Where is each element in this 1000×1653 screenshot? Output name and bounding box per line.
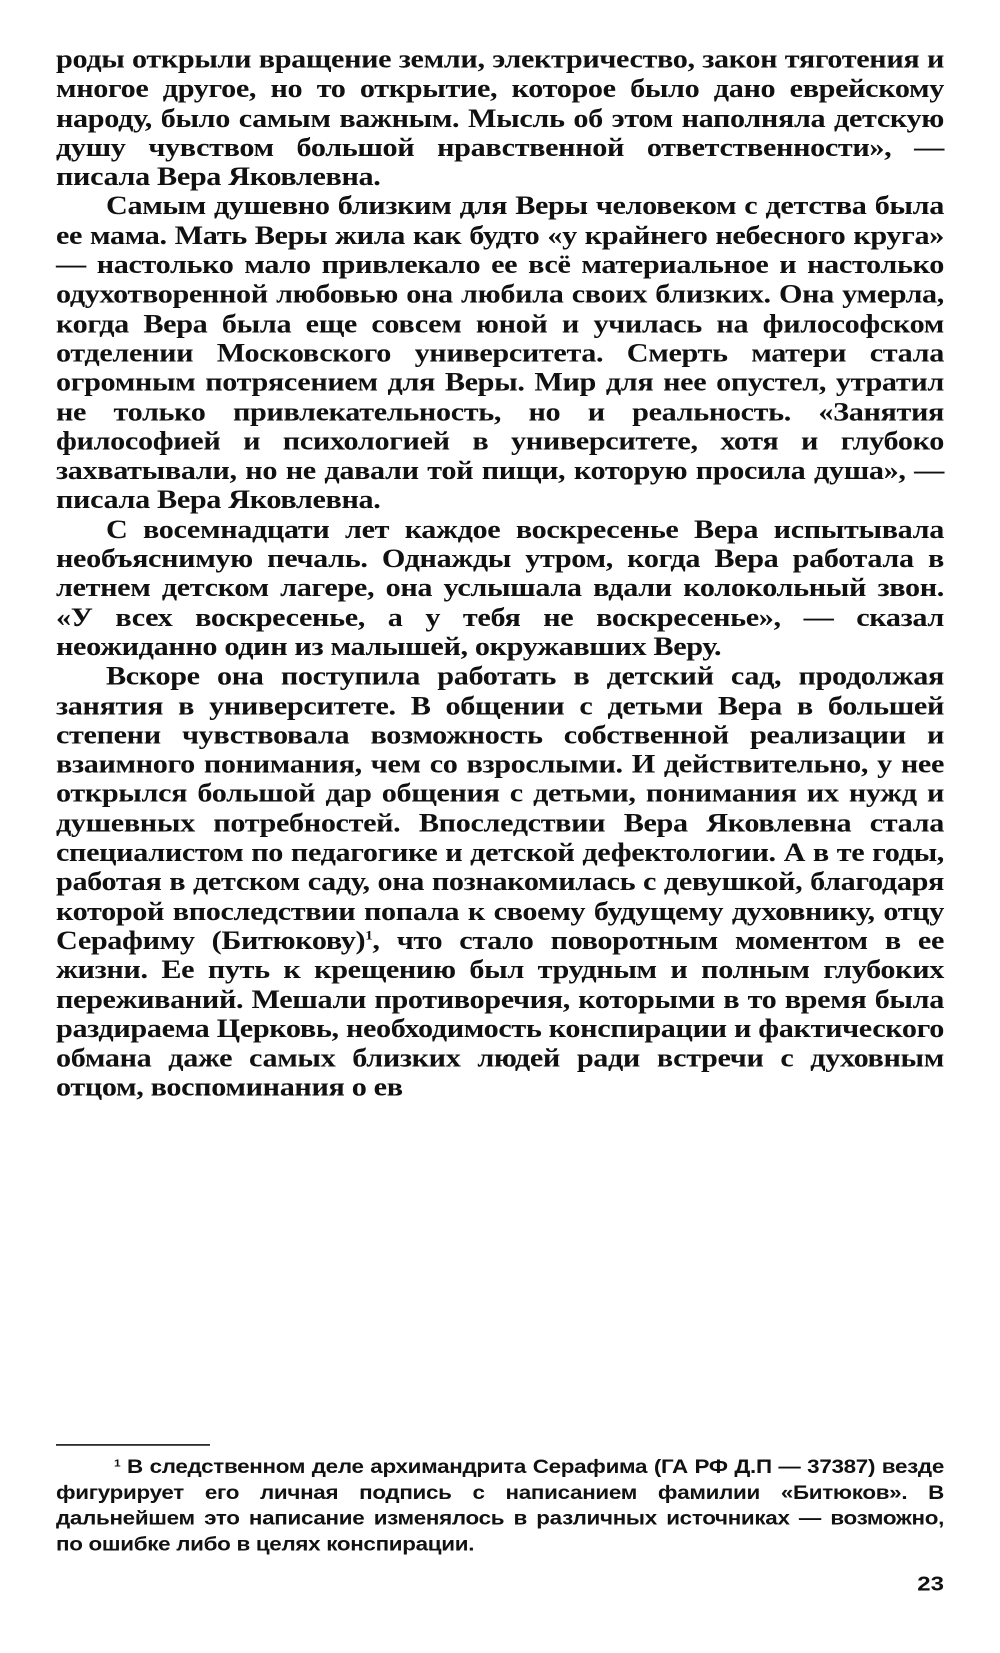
paragraph-4-part-1: Вскоре она поступила работать в детский сад, продолжая занятия в университете. В общении с детьми Вера в большей степени чувствовала возможность собственной реализации и взаимного понимания, чем со взрослыми. И действительно, у нее открылся большой дар общения с детьми, понимания их нужд и душевных потребностей. Впоследствии Вера Яковлевна стала специалистом по педагогике и детской дефектологии. А в те годы, работая в детском саду, она познакомилась с девушкой, благодаря которой впоследствии попала к своему будущему духовнику, отцу Серафиму (Битюкову) [56, 661, 944, 955]
footnote-mark: 1 [114, 1456, 121, 1469]
footnote-separator [56, 1444, 210, 1446]
paragraph-4 [56, 661, 944, 1102]
footnote-text-line [56, 1454, 944, 1557]
paragraph-3: С восемнадцати лет каждое воскресенье Вера испытывала необъяснимую печаль. Однажды утром, когда Вера работала в летнем детском лагере, она услышала вдали колокольный звон. «У всех воскресенье, а у тебя не воскресенье», — сказал неожиданно один из малышей, окружавших Веру. [56, 514, 944, 662]
footnote-text: В следственном деле архимандрита Серафима (ГА РФ Д.П — 37387) везде фигурирует его личная подпись с написанием фамилии «Битюков». В дальнейшем это написание изменялось в различных источниках — возможно, по ошибке либо в целях конспирации. [56, 1456, 944, 1555]
paragraph-1: роды открыли вращение земли, электричество, закон тяготения и многое другое, но то открытие, которое было дано еврейскому народу, было самым важным. Мысль об этом наполняла детскую душу чувством большой нравственной ответственности», — писала Вера Яковлевна. [56, 44, 944, 192]
paragraph-2: Самым душевно близким для Веры человеком с детства была ее мама. Мать Веры жила как будто «у крайнего небесного круга» — настолько мало привлекало ее всё материальное и настолько одухотворенной любовью она любила своих близких. Она умерла, когда Вера была еще совсем юной и училась на философском отделении Московского университета. Смерть матери стала огромным потрясением для Веры. Мир для нее опустел, утратил не только привлекательность, но и реальность. «Занятия философией и психологией в университете, хотя и глубоко захватывали, но не давали той пищи, которую просила душа», — писала Вера Яковлевна. [56, 191, 944, 515]
main-text [56, 45, 944, 1103]
footnote [56, 1454, 944, 1557]
paragraph-4-part-2: , что стало поворотным моментом в ее жизни. Ее путь к крещению был трудным и полным глубоких переживаний. Мешали противоречия, которыми в то время была раздираема Церковь, необходимость конспирации и фактического обмана даже самых близких людей ради встречи с духовным отцом, воспоминания о ев [56, 925, 944, 1102]
page-number: 23 [917, 1572, 944, 1596]
footnote-reference[interactable]: 1 [365, 929, 373, 943]
